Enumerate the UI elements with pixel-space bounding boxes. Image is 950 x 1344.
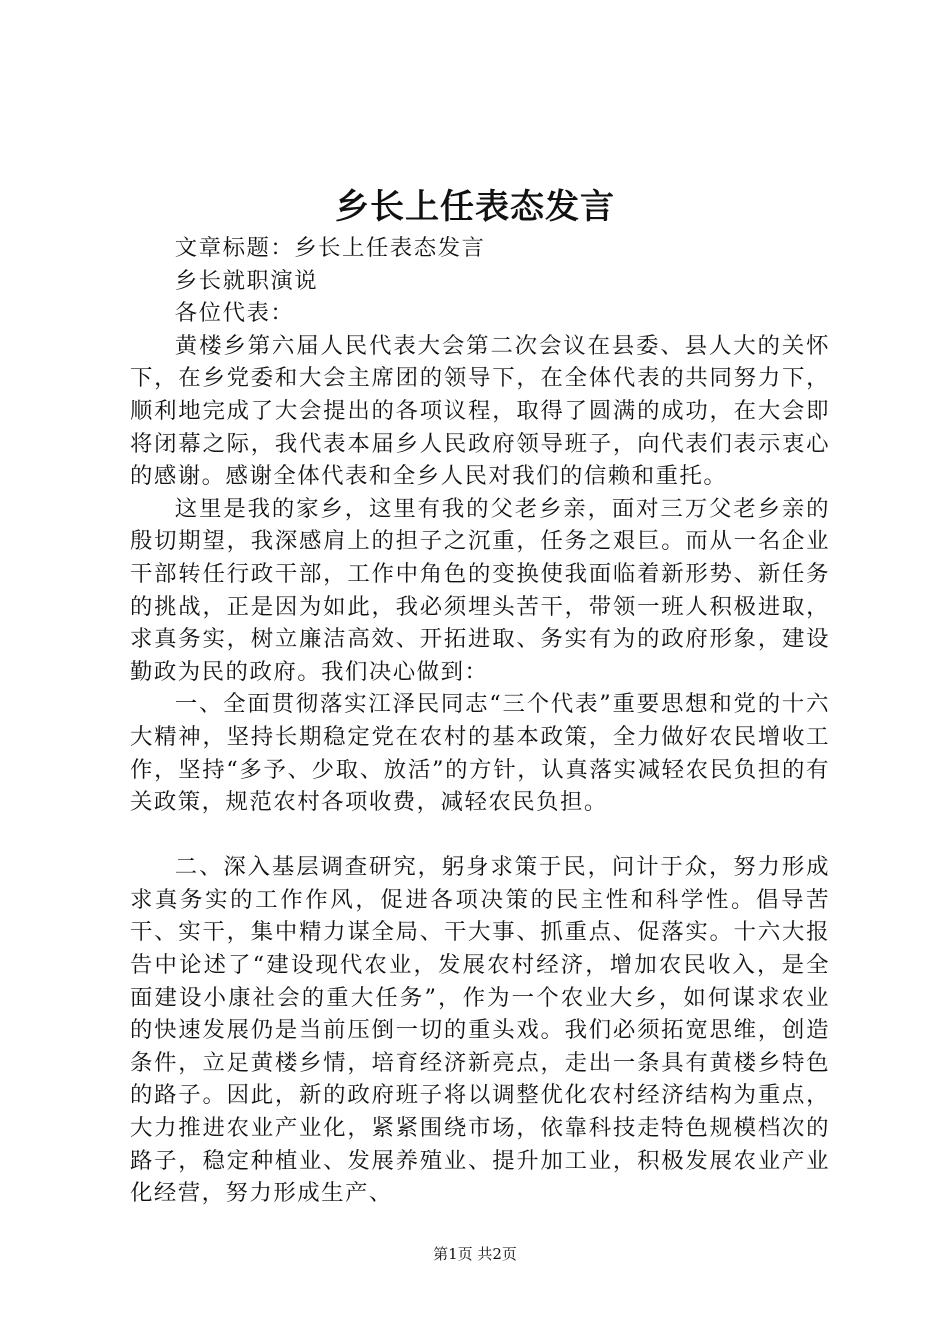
paragraph: 一、全面贯彻落实江泽民同志“三个代表”重要思想和党的十六大精神，坚持长期稳定党在农村的基本政策，全力做好农民增收工作，坚持“多予、少取、放活”的方针，认真落实减轻农民负担的有关政策，规范农村各项收费，减轻农民负担。 [130,691,830,816]
paragraph: 黄楼乡第六届人民代表大会第二次会议在县委、县人大的关怀下，在乡党委和大会主席团的领导下，在全体代表的共同努力下，顺利地完成了大会提出的各项议程，取得了圆满的成功，在大会即将闭幕之际，我代表本届乡人民政府领导班子，向代表们表示衷心的感谢。感谢全体代表和全乡人民对我们的信赖和重托。 [130,332,830,490]
paragraph: 二、深入基层调查研究，躬身求策于民，问计于众，努力形成求真务实的工作作风，促进各项决策的民主性和科学性。倡导苦干、实干，集中精力谋全局、干大事、抓重点、促落实。十六大报告中论述了“建设现代农业，发展农村经济，增加农民收入，是全面建设小康社会的重大任务”，作为一个农业大乡，如何谋求农业的快速发展仍是当前压倒一切的重头戏。我们必须拓宽思维，创造条件，立足黄楼乡情，培育经济新亮点，走出一条具有黄楼乡特色的路子。因此，新的政府班子将以调整优化农村经济结构为重点，大力推进农业产业化，紧紧围绕市场，依靠科技走特色规模档次的路子，稳定种植业、发展养殖业、提升加工业，积极发展农业产业化经营，努力形成生产、 [130,854,830,1207]
article-title-line: 文章标题：乡长上任表态发言 [174,235,486,261]
speech-subtitle: 乡长就职演说 [174,267,319,294]
document-title: 乡长上任表态发言 [335,187,615,227]
paragraph: 这里是我的家乡，这里有我的父老乡亲，面对三万父老乡亲的殷切期望，我深感肩上的担子之沉重，任务之艰巨。而从一名企业干部转任行政干部，工作中角色的变换使我面临着新形势、新任务的挑战，正是因为如此，我必须埋头苦干，带领一班人积极进取，求真务实，树立廉洁高效、开拓进取、务实有为的政府形象，建设勤政为民的政府。我们决心做到： [130,495,830,685]
page-footer: 第1页 共2页 [433,1245,517,1263]
salutation: 各位代表： [174,300,295,327]
document-body [130,232,830,1210]
